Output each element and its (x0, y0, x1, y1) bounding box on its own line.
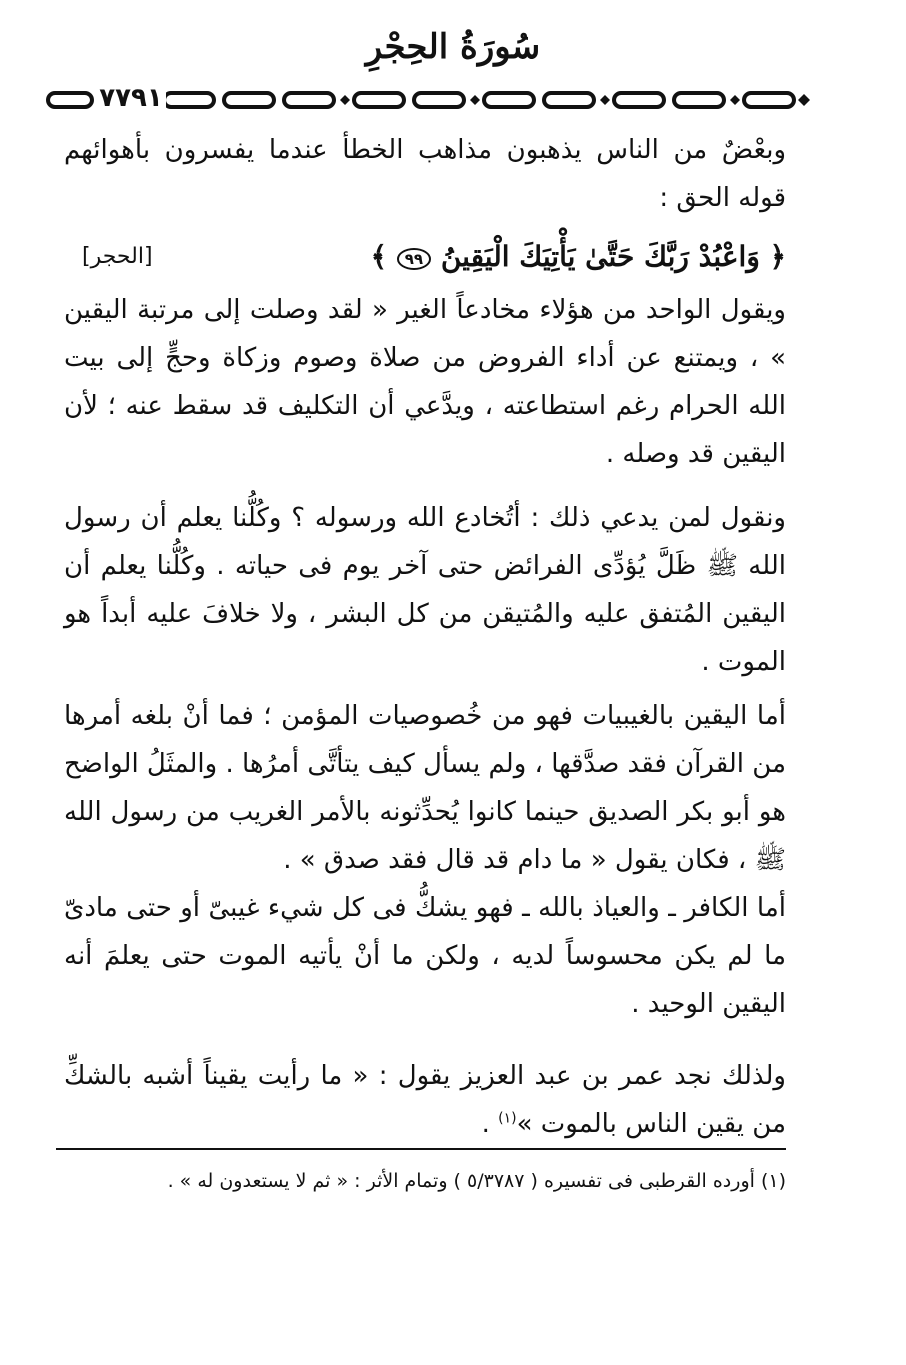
quran-verse-row (64, 232, 786, 282)
page-number: ٧٧٩١ (96, 78, 166, 118)
verse-text: ﴿ وَاعْبُدْ رَبَّكَ حَتَّىٰ يَأْتِيَكَ الْيَقِينُ (440, 240, 786, 273)
paragraph-6 (64, 1052, 786, 1148)
verse-close-bracket: ﴾ (370, 240, 388, 273)
ayah-number: ٩٩ (397, 248, 431, 270)
paragraph-4: أما اليقين بالغيبيات فهو من خُصوصيات المؤمن ؛ فما أنْ بلغه أمرها من القرآن فقد صدَّقها ، ولم يسأل كيف يتأتَّى أمرُها . والمثَلُ الواضح هو أبو بكر الصديق حينما كانوا يُحدِّثونه بالأمر الغريب من رسول الله ﷺ ، فكان يقول « ما دام قد قال فقد صدق » . (64, 701, 786, 875)
paragraph-6-text: ولذلك نجد عمر بن عبد العزيز يقول : « ما رأيت يقيناً أشبه بالشكِّ من يقين الناس بالموت » (64, 1061, 786, 1139)
footnote-marker[interactable]: (١) (498, 1110, 517, 1127)
footnote: (١) أورده القرطبى فى تفسيره ( ٥/٣٧٨٧ ) وتمام الأثر : « ثم لا يستعدون له » . (167, 1170, 786, 1192)
paragraph-6-end: . (481, 1109, 499, 1139)
paragraph-2: ويقول الواحد من هؤلاء مخادعاً الغير « لقد وصلت إلى مرتبة اليقين » ، ويمتنع عن أداء الفروض من صلاة وصوم وزكاة وحجٍّ إلى بيت الله الحرام رغم استطاعته ، ويدَّعي أن التكليف قد سقط عنه ؛ لأن اليقين قد وصله . (64, 295, 786, 469)
paragraph-1: وبعْضٌ من الناس يذهبون مذاهب الخطأ عندما يفسرون بأهوائهم قوله الحق : (64, 135, 786, 213)
surah-title: سُورَةُ الحِجْرِ (365, 27, 541, 67)
footnote-divider (56, 1148, 786, 1150)
quran-verse (371, 232, 786, 282)
paragraph-5: أما الكافر ـ والعياذ بالله ـ فهو يشكُّ فى كل شيء غيبىّ أو حتى مادىّ ما لم يكن محسوساً لديه ، ولكن ما أنْ يأتيه الموت حتى يعلمَ أنه اليقين الوحيد . (64, 893, 786, 1019)
paragraph-3: ونقول لمن يدعي ذلك : أتُخادع الله ورسوله ؟ وكُلُّنا يعلم أن رسول الله ﷺ ظَلَّ يُؤدِّى الفرائض حتى آخر يوم فى حياته . وكُلُّنا يعلم أن اليقين المُتفق عليه والمُتيقن من كل البشر ، ولا خلافَ عليه أبداً هو الموت . (64, 503, 786, 677)
surah-reference: [الحجر] (82, 244, 153, 269)
